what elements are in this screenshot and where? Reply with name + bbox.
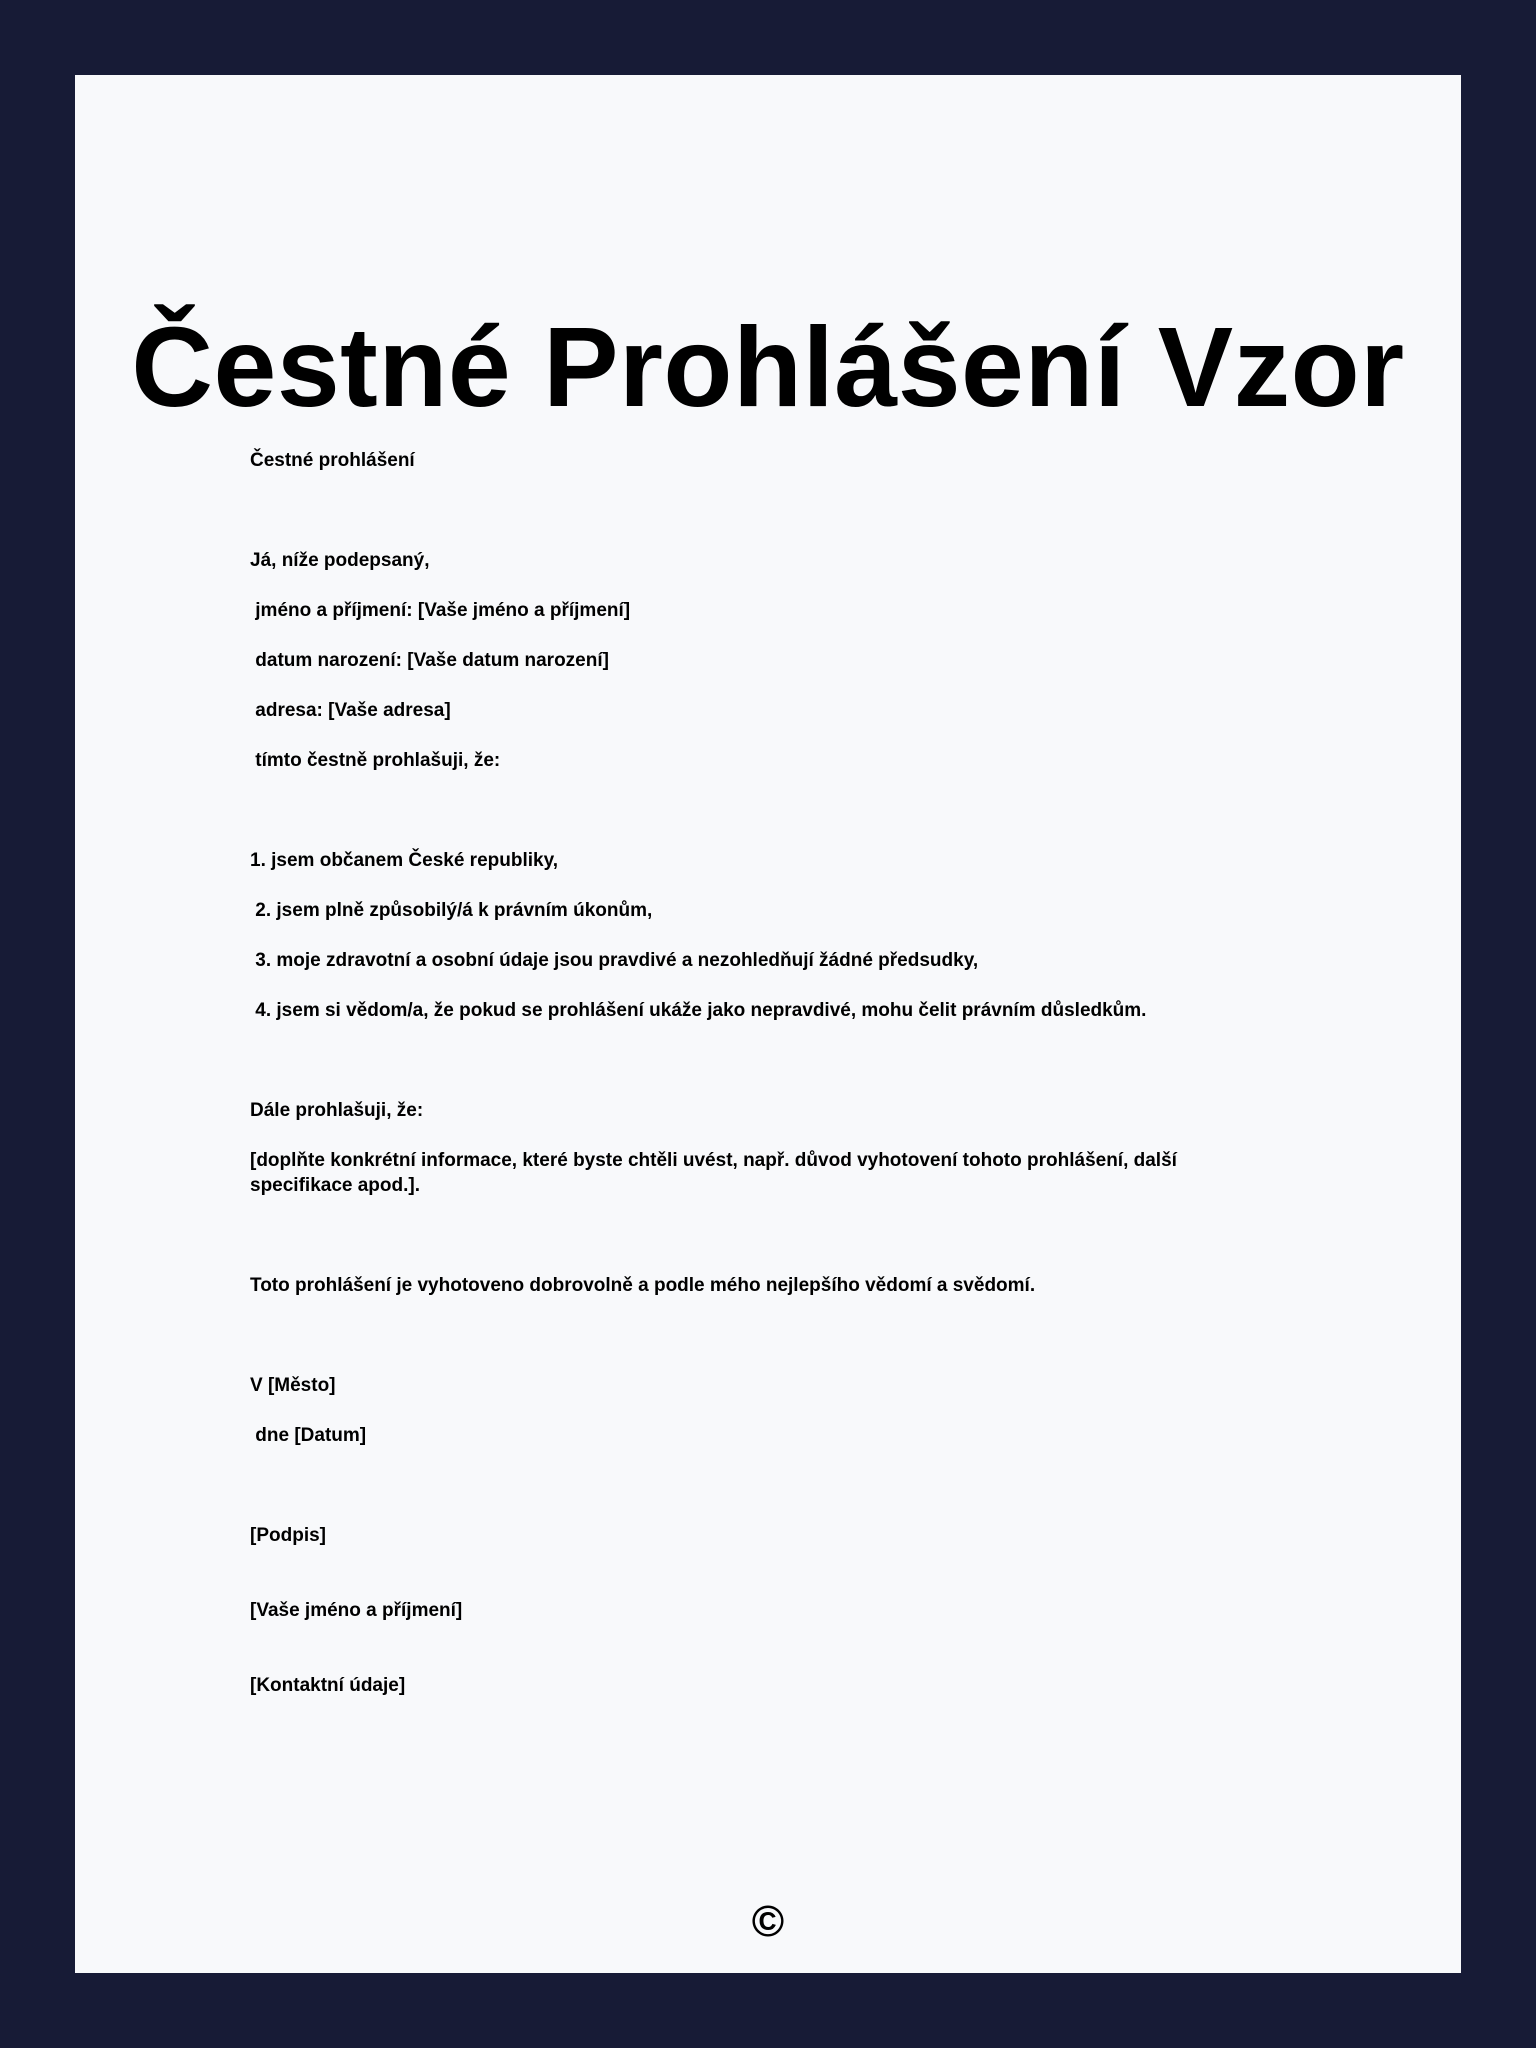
- contact-line: [Kontaktní údaje]: [250, 1675, 406, 1696]
- declaration-item-1: 1. jsem občanem České republiky,: [250, 850, 559, 871]
- further-placeholder: [doplňte konkrétní informace, které byste chtěli uvést, např. důvod vyhotovení tohoto prohlášení, další specifikace apod.].: [250, 1150, 1183, 1196]
- declaration-lead: tímto čestně prohlašuji, že:: [250, 750, 501, 771]
- voluntary-statement: Toto prohlášení je vyhotoveno dobrovolně a podle mého nejlepšího vědomí a svědomí.: [250, 1275, 1036, 1296]
- declaration-body: [250, 448, 1270, 1698]
- declaration-heading: Čestné prohlášení: [250, 450, 415, 471]
- field-address: adresa: [Vaše adresa]: [250, 700, 451, 721]
- intro-line: Já, níže podepsaný,: [250, 550, 430, 571]
- page-title: Čestné Prohlášení Vzor: [131, 304, 1405, 430]
- field-birthdate: datum narození: [Vaše datum narození]: [250, 650, 609, 671]
- signer-name-line: [Vaše jméno a příjmení]: [250, 1600, 463, 1621]
- date-line: dne [Datum]: [250, 1425, 367, 1446]
- document-page: [75, 75, 1461, 1973]
- field-name: jméno a příjmení: [Vaše jméno a příjmení]: [250, 600, 631, 621]
- further-label: Dále prohlašuji, že:: [250, 1100, 424, 1121]
- place-line: V [Město]: [250, 1375, 336, 1396]
- signature-line: [Podpis]: [250, 1525, 326, 1546]
- declaration-item-3: 3. moje zdravotní a osobní údaje jsou pravdivé a nezohledňují žádné předsudky,: [250, 950, 979, 971]
- declaration-item-4: 4. jsem si vědom/a, že pokud se prohlášení ukáže jako nepravdivé, mohu čelit právním důsledkům.: [250, 1000, 1147, 1021]
- copyright-icon: ©: [751, 1897, 785, 1946]
- declaration-item-2: 2. jsem plně způsobilý/á k právním úkonům,: [250, 900, 653, 921]
